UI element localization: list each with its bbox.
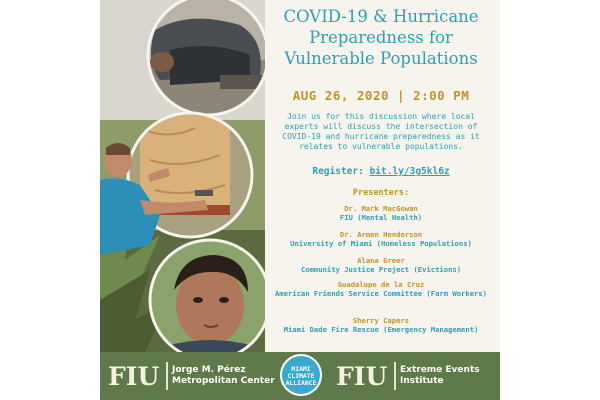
register-link[interactable]: bit.ly/3g5kl6z bbox=[369, 166, 450, 177]
presenter-affiliation: FIU (Mental Health) bbox=[339, 213, 423, 222]
presenter-affiliation: American Friends Service Committee (Farm Workers) bbox=[274, 289, 488, 298]
presenter-item bbox=[270, 280, 492, 298]
logo-divider bbox=[166, 362, 168, 390]
photo-collage-art bbox=[100, 0, 265, 352]
event-date-time: AUG 26, 2020 | 2:00 PM bbox=[292, 88, 470, 103]
presenter-affiliation: University of Miami (Homeless Populations) bbox=[290, 239, 472, 248]
presenter-name: Sherry Capers bbox=[352, 316, 410, 325]
registration-line bbox=[270, 166, 492, 177]
presenter-item bbox=[270, 256, 492, 274]
extreme-events-line-2: Institute bbox=[400, 376, 444, 386]
presenter-affiliation: Miami Dade Fire Rescue (Emergency Management) bbox=[283, 325, 479, 334]
sponsor-footer bbox=[100, 352, 500, 400]
metropolitan-center-name bbox=[172, 365, 275, 387]
event-flyer bbox=[100, 0, 500, 400]
presenter-item bbox=[270, 204, 492, 222]
event-description: Join us for this discussion where local experts will discuss the intersection of COVID-19 and hurricane preparedness as it relates to vulnerable populations. bbox=[282, 112, 480, 151]
alliance-line-3: ALLIANCE bbox=[285, 379, 317, 387]
presenter-item bbox=[270, 316, 492, 334]
photo-collage bbox=[100, 0, 265, 352]
presenter-name: Guadalupe de la Cruz bbox=[337, 280, 425, 289]
presenter-affiliation: Community Justice Project (Evictions) bbox=[300, 265, 462, 274]
presenter-item bbox=[270, 230, 492, 248]
presenters-heading: Presenters: bbox=[352, 188, 410, 198]
presenter-name: Dr. Armen Henderson bbox=[339, 230, 423, 239]
alliance-line-1: MIAMI bbox=[291, 365, 311, 373]
metropolitan-center-line-1: Jorge M. Pérez bbox=[172, 365, 246, 375]
flyer-content bbox=[270, 0, 492, 352]
extreme-events-line-1: Extreme Events bbox=[400, 365, 480, 375]
miami-climate-alliance-logo bbox=[280, 354, 322, 396]
fiu-logo: FIU bbox=[108, 362, 160, 391]
presenter-name: Alana Greer bbox=[357, 256, 405, 265]
logo-divider bbox=[394, 362, 396, 390]
register-label: Register: bbox=[312, 166, 364, 177]
extreme-events-institute-name bbox=[400, 365, 480, 387]
presenter-name: Dr. Mark MacGowan bbox=[344, 204, 418, 213]
metropolitan-center-line-2: Metropolitan Center bbox=[172, 376, 275, 386]
alliance-line-2: CLIMATE bbox=[287, 372, 315, 380]
event-title: COVID-19 & Hurricane Preparedness for Vulnerable Populations bbox=[283, 7, 479, 68]
fiu-logo: FIU bbox=[336, 362, 388, 391]
